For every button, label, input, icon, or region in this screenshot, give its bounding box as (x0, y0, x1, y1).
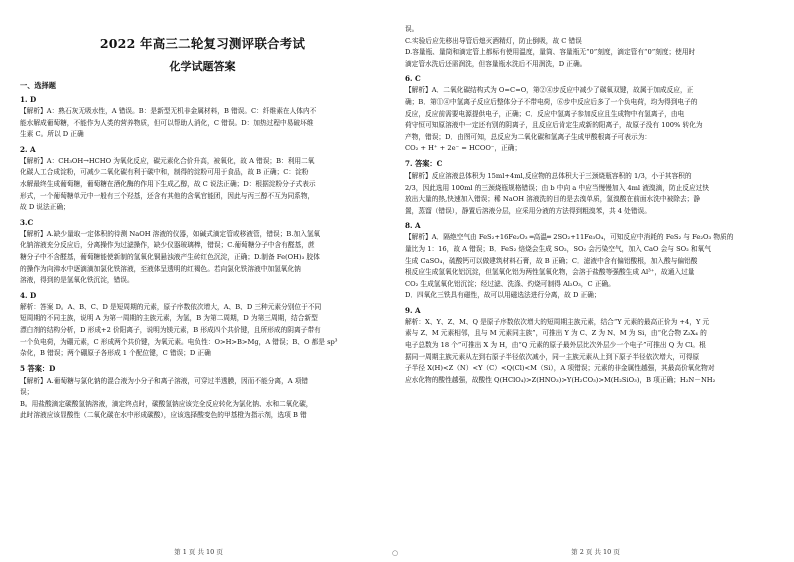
answer-explanation-line: 水解最终生成葡萄糖，葡萄糖在酒化酶的作用下生成乙醇，故 C 说法正确；D：根据淀粉分子式表示 (20, 179, 316, 188)
answer-explanation-line: 滴定管水洗后还需润洗，但容量瓶水洗后不用润洗，D 正确。 (405, 59, 587, 68)
answer-explanation-line: 【解析】A．二氧化碳结构式为 O=C=O，第②④步反应中减少了碳氧双键，故属于加成反应，正 (405, 86, 694, 95)
left-answers (20, 95, 385, 422)
page-right (397, 0, 794, 562)
answer-explanation-line: 【解析】A.葡萄糖与氯化钠的混合液为小分子和离子溶液，可穿过半透膜，因而不能分离，A 项错 (20, 376, 309, 385)
exam-title: 2022 年高三二轮复习测评联合考试 (99, 36, 306, 51)
answer-explanation-line: D．四氧化三铁具有磁性，故可以用磁选法进行分离，故 D 正确； (405, 291, 601, 300)
question-number: 3.C (20, 217, 34, 227)
answer-explanation-line: 据同一周期主族元素从左到右原子半径依次减小，同一主族元素从上到下原子半径依次增大，可得原 (405, 352, 700, 361)
answer-explanation-line: 电子总数为 18 个”可推出 X 为 H，由“Q 元素的原子最外层比次外层少一个电子”可推出 Q 为 Cl。根 (405, 341, 706, 350)
answer-explanation-line: 杂化，B 错误；两个硼原子各形成 1 个配位键，C 错误；D 正确 (20, 349, 211, 358)
answer-explanation-line: 根反应生成氢氧化铝沉淀，但氢氧化铝为两性氢氧化物，会溶于盐酸等强酸生成 Al³⁺，故通入过量 (405, 268, 695, 277)
answer-explanation-line: 生素 C。所以 D 正确 (20, 130, 84, 139)
answer-explanation-line: 一个负电荷，为硼元素，C 形成两个共价键，为氧元素。电负性：O>H>B>Mg，A 错误；B、O 都是 sp³ (20, 337, 338, 346)
answer-explanation-line: 能水解成葡萄糖，不能作为人类的营养物质，但可以帮助人消化，C 错误。D：加热过程中易破坏维 (20, 118, 314, 127)
answer-explanation-line: 【解析】反应溶液总体积为 15ml+4ml,反应物的总体积大于三颈烧瓶容积的 1/3，小于其容积的 (405, 171, 692, 180)
answer-explanation-line: 荷守恒可知原溶液中一定还有别的阴离子，且反应后肯定生成新的阳离子，故原子没有 100% 转化为 (405, 121, 703, 130)
answer-subtitle: 化学试题答案 (169, 60, 236, 73)
answer-explanation-line: 误。 (405, 25, 419, 33)
answer-explanation-line: 量比为 1：16，故 A 错误；B．FeS₂ 焙烧会生成 SO₂，SO₂ 会污染空气，加入 CaO 会与 SO₂ 和氧气 (405, 244, 712, 253)
answer-explanation-line: 化碳人工合成淀粉，可减少二氧化碳有利于碳中和，制得的淀粉可用于食品，故 B 正确；C：淀粉 (20, 168, 309, 177)
answer-explanation-line: 【解析】A：熟石灰无吸水性，A 错误。B：是新型无机非金属材料，B 错误。C：纤维素在人体内不 (20, 107, 317, 115)
answer-explanation-line: 【解析】A.缺少量取一定体积的待测 NaOH 溶液的仪器，如碱式滴定管或移液管，错误；B.加入氢氧 (20, 229, 321, 238)
answer-explanation-line: 化钠溶液充分反应后，分离操作为过滤操作，缺少仪器玻璃棒，错误；C.葡萄糖分子中含有醛基，蔗 (20, 241, 315, 250)
page-number-right: 第 2 页 共 10 页 (571, 548, 620, 556)
question-number: 6. C (405, 74, 421, 84)
answer-explanation-line: 故 D 说法正确； (20, 203, 70, 212)
answer-explanation-line: 解析：X、Y、Z、M、Q 是原子序数依次增大的短周期主族元素，结合“Y 元素的最高正价为 +4，Y 元 (405, 317, 710, 326)
page-number-left: 第 1 页 共 10 页 (174, 548, 223, 556)
answer-explanation-line: 置，蒸馏（错误），静置后溶液分层，应采用分液的方法得到粗溴苯，共 4 处错误。 (405, 206, 651, 215)
question-number: 5 答案：D (20, 363, 56, 373)
answer-explanation-line: 应水化物的酸性越强，故酸性 Q(HClO₄)>Z(HNO₃)>Y(H₂CO₃)>M(H₂SiO₃)，B 项正确；H₂N－NH₂ (405, 375, 716, 384)
answer-explanation-line: 漂白剂的结构分析，D 形成+2 价阳离子，说明为镁元素，B 形成四个共价键，且所形成的阴离子带有 (20, 325, 321, 334)
answer-explanation-line: 素与 Z、M 元素相邻，且与 M 元素同主族”，可推出 Y 为 C、Z 为 N、M 为 Si，由“化合物 Z₂X₄ 的 (405, 329, 707, 338)
question-number: 4. D (20, 290, 37, 300)
answer-explanation-line: 短周期的不同主族，说明 A 为第一周期的主族元素，为氢，B 为第二周期，D 为第三周期，结合新型 (20, 314, 318, 323)
answer-explanation-line: CO₂ + H⁺ + 2e⁻ = HCOO⁻，正确； (405, 144, 522, 153)
answer-explanation-line: 确；B．第①④中氢离子反应后整体分子不带电荷，⑥步中反应后多了一个负电荷，均为得到电子的 (405, 97, 698, 106)
answer-explanation-line: 放出大量的热,快速加入错误；稀 NaOH 溶液洗的目的是去溴单质，氢溴酸在前面水洗中被除去；静 (405, 195, 701, 204)
answer-explanation-line: C.实验后应先移出导管后熄灭酒精灯，防止倒吸，故 C 错误 (405, 36, 582, 45)
question-number: 2. A (20, 144, 36, 154)
answer-explanation-line: 【解析】A：CH₃OH→HCHO 为氧化反应，碳元素化合价升高，被氧化，故 A 错误；B：利用二氧 (20, 156, 315, 165)
answer-explanation-line: 误； (20, 388, 34, 397)
answer-explanation-line: 解析：答案 D。A、B、C、D 是短周期的元素，原子序数依次增大，A、B、D 三种元素分别位于不同 (20, 302, 322, 311)
answer-explanation-line: 反应，反应前需要电源提供电子，正确；C．反应中氢离子参加反应且生成物中有氢离子，由电 (405, 109, 685, 118)
answer-explanation-line: CO₂ 生成氢氧化铝沉淀；经过滤、洗涤、灼烧可制得 Al₂O₃，C 正确。 (405, 279, 615, 288)
right-answers (405, 24, 786, 386)
question-number: 7. 答案：C (405, 158, 443, 168)
answer-explanation-line: 的操作为向沸水中逐滴滴加氯化铁溶液，至液体呈透明的红褐色。若向氯化铁溶液中加氢氧化钠 (20, 264, 301, 273)
center-fold-mark: ○ (392, 549, 399, 557)
question-number: 8. A (405, 221, 421, 231)
answer-explanation-line: 子半径 X(H)<Z（N）<Y（C）<Q(Cl)<M（Si），A 项错误；元素的非金属性越强，其最高价氧化物对 (405, 364, 715, 373)
answer-explanation-line: 形式，一个葡萄糖单元中一般有三个羟基，还含有其他的含氧官能团，因此与丙三醇不互为同系物， (20, 191, 315, 200)
section-heading: 一、选择题 (20, 81, 56, 90)
question-number: 9. A (405, 305, 421, 315)
answer-explanation-line: 糖分子中不含醛基，葡萄糖能使新制的氢氧化铜悬浊液产生砖红色沉淀，正确；D.制备 Fe(OH)₃ 胶体 (20, 252, 320, 261)
answer-explanation-line: B。用盐酸滴定碳酸氢钠溶液，滴定终点时，碳酸氢钠应该完全反应转化为氯化钠、水和二氧化碳， (20, 399, 313, 408)
answer-explanation-line: 2/3，因此选用 100ml 的三颈烧瓶规格错误；由 b 中向 a 中应当慢慢加入 4ml 液溴滴，防止反应过快 (405, 183, 710, 192)
answer-explanation-line: D.容量瓶、量筒和滴定管上都标有使用温度，量筒、容量瓶无“0”刻度，滴定管有“0”刻度；使用时 (405, 48, 696, 57)
question-number: 1. D (20, 95, 37, 104)
answer-explanation-line: 生成 CaSO₄，硫酸钙可以做建筑材料石膏，故 B 正确；C．滤液中含有偏铝酸根，加入酸与偏铝酸 (405, 256, 698, 265)
answer-explanation-line: 【解析】A．隔绝空气由 FeS₂+16Fe₂O₃ ═高温═ 2SO₂+11Fe₃O₄，可知反应中消耗的 FeS₂ 与 Fe₂O₃ 物质的 (405, 233, 734, 242)
answer-explanation-line: 此时溶液应该显酸性（二氧化碳在水中形成碳酸），应该选择酸变色的甲基橙为指示剂，选项 B 错 (20, 411, 307, 420)
answer-explanation-line: 产物，错误；D．由图可知，总反应为二氧化碳和氢离子生成甲酸根离子可表示为： (405, 132, 652, 141)
answer-explanation-line: 溶液，得到的是氢氧化铁沉淀，错误。 (20, 276, 134, 285)
